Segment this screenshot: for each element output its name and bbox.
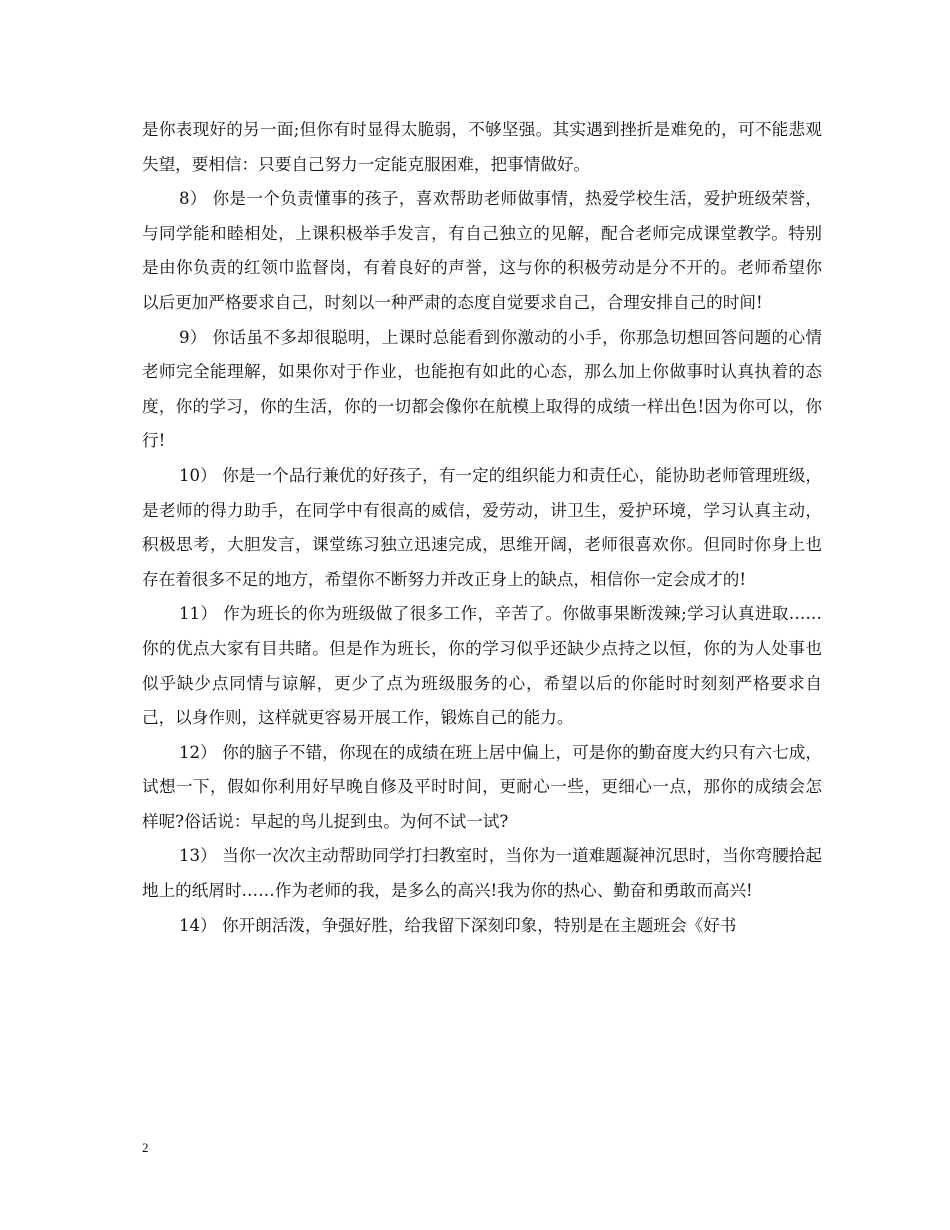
document-body [142,113,822,943]
paragraph-item-8: 8） 你是一个负责懂事的孩子，喜欢帮助老师做事情，热爱学校生活，爱护班级荣誉，与同学能和睦相处，上课积极举手发言，有自己独立的见解，配合老师完成课堂教学。特别是由你负责的红领巾监督岗，有着良好的声誉，这与你的积极劳动是分不开的。老师希望你以后更加严格要求自己，时刻以一种严肃的态度自觉要求自己，合理安排自己的时间! [142,189,822,312]
paragraph-item-12: 12） 你的脑子不错，你现在的成绩在班上居中偏上，可是你的勤奋度大约只有六七成，试想一下，假如你利用好早晚自修及平时时间，更耐心一些，更细心一点，那你的成绩会怎样呢?俗话说：早起的鸟儿捉到虫。为何不试一试? [142,742,822,831]
paragraph-item-10: 10） 你是一个品行兼优的好孩子，有一定的组织能力和责任心，能协助老师管理班级，是老师的得力助手，在同学中有很高的威信，爱劳动，讲卫生，爱护环境，学习认真主动，积极思考，大胆发言，课堂练习独立迅速完成，思维开阔，老师很喜欢你。但同时你身上也存在着很多不足的地方，希望你不断努力并改正身上的缺点，相信你一定会成才的! [142,465,822,589]
page-number: 2 [142,1140,149,1155]
paragraph-continuation: 是你表现好的另一面;但你有时显得太脆弱，不够坚强。其实遇到挫折是难免的，可不能悲观失望，要相信：只要自己努力一定能克服困难，把事情做好。 [142,120,822,174]
paragraph-item-11: 11） 作为班长的你为班级做了很多工作，辛苦了。你做事果断泼辣;学习认真进取……你的优点大家有目共睹。但是作为班长，你的学习似乎还缺少点持之以恒，你的为人处事也似乎缺少点同情与谅解，更少了点为班级服务的心，希望以后的你能时时刻刻严格要求自己，以身作则，这样就更容易开展工作，锻炼自己的能力。 [142,604,822,728]
paragraph-item-9: 9） 你话虽不多却很聪明，上课时总能看到你激动的小手，你那急切想回答问题的心情老师完全能理解，如果你对于作业，也能抱有如此的心态，那么加上你做事时认真执着的态度，你的学习，你的生活，你的一切都会像你在航模上取得的成绩一样出色!因为你可以，你行! [142,327,822,451]
paragraph-item-13: 13） 当你一次次主动帮助同学打扫教室时，当你为一道难题凝神沉思时，当你弯腰拾起地上的纸屑时……作为老师的我，是多么的高兴!我为你的热心、勤奋和勇敢而高兴! [142,846,822,901]
paragraph-item-14: 14） 你开朗活泼，争强好胜，给我留下深刻印象，特别是在主题班会《好书 [179,915,737,935]
